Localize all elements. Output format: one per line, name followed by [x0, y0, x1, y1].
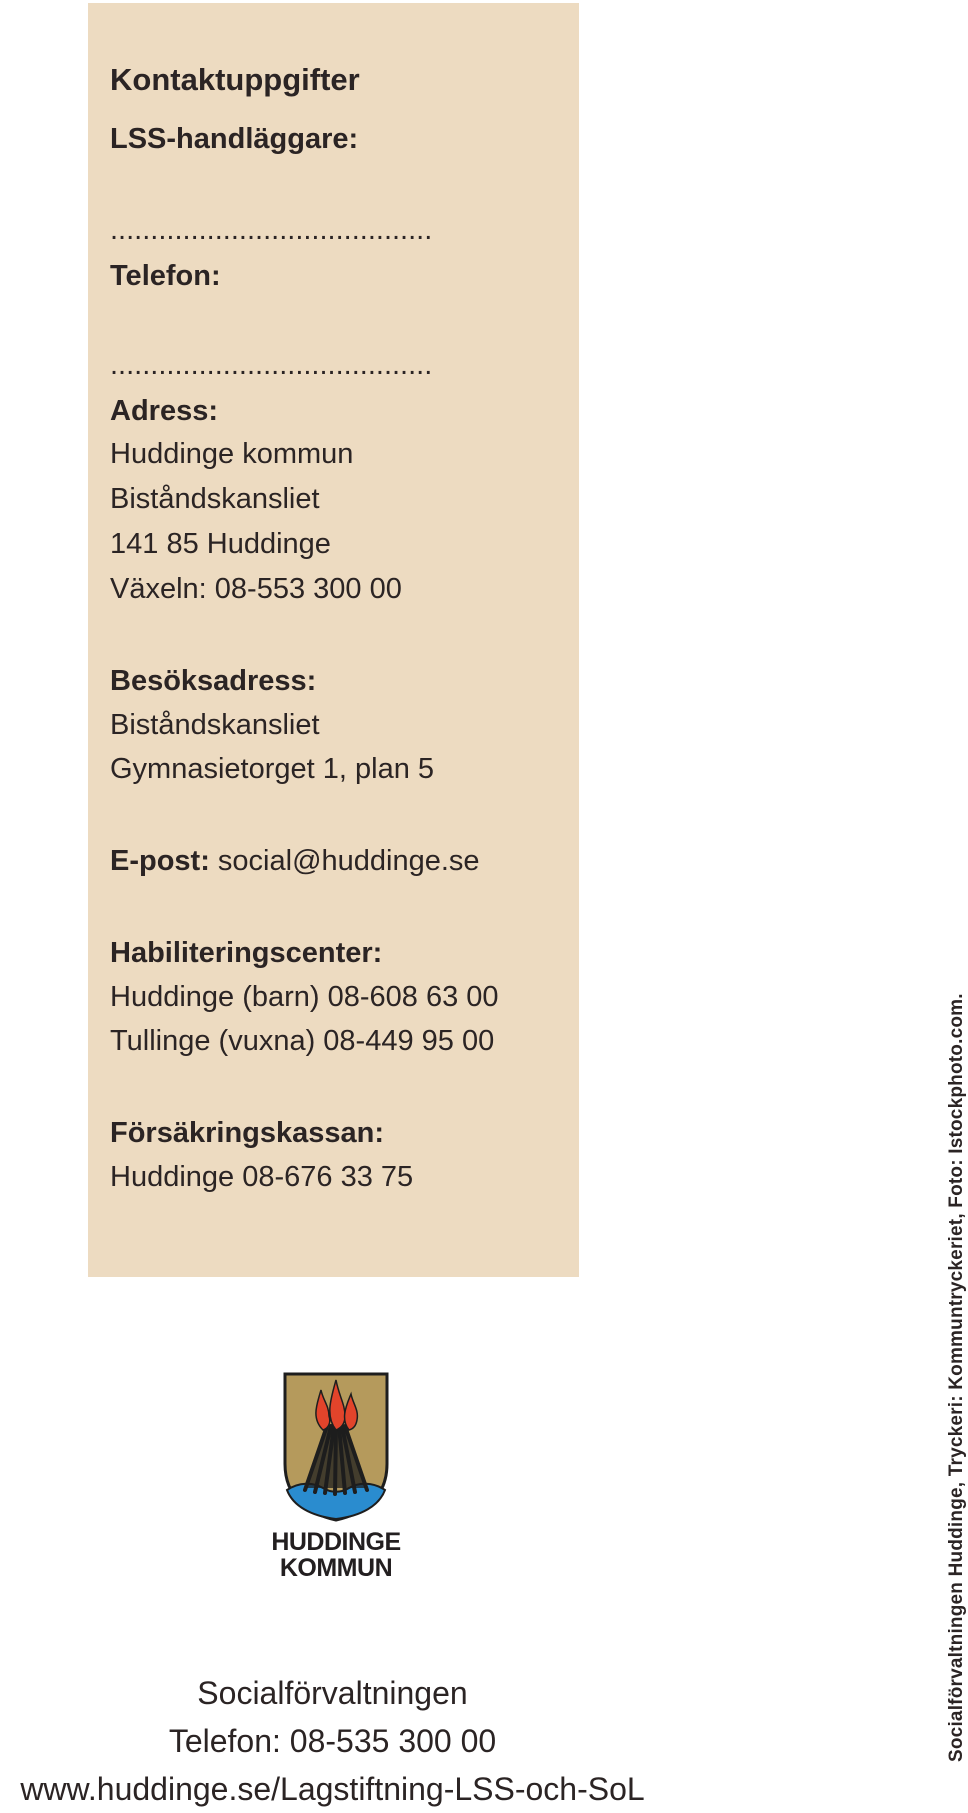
habilitation-line: Huddinge (barn) 08-608 63 00: [110, 981, 499, 1013]
insurance-label: Försäkringskassan:: [110, 1117, 385, 1149]
logo-text-line2: KOMMUN: [279, 1554, 393, 1582]
huddinge-crest-logo: [283, 1372, 389, 1522]
lss-label: LSS-handläggare:: [110, 123, 359, 155]
phone-fill-line: ........................................: [110, 349, 433, 381]
visit-address-line: Biståndskansliet: [110, 709, 320, 741]
address-line: 141 85 Huddinge: [110, 528, 331, 560]
habilitation-label: Habiliteringscenter:: [110, 937, 383, 969]
address-line: Biståndskansliet: [110, 483, 320, 515]
email-label: E-post:: [110, 845, 210, 877]
visit-address-label: Besöksadress:: [110, 665, 317, 697]
footer-website-link[interactable]: www.huddinge.se/Lagstiftning-LSS-och-SoL: [20, 1771, 645, 1807]
email-link[interactable]: social@huddinge.se: [209, 845, 480, 877]
footer-department: Socialförvaltningen: [197, 1675, 468, 1711]
email-row: [110, 843, 480, 879]
contact-heading: Kontaktuppgifter: [110, 62, 360, 97]
habilitation-line: Tullinge (vuxna) 08-449 95 00: [110, 1025, 495, 1057]
phone-label: Telefon:: [110, 260, 221, 292]
address-label: Adress:: [110, 395, 218, 427]
address-line: Huddinge kommun: [110, 438, 354, 470]
visit-address-line: Gymnasietorget 1, plan 5: [110, 753, 435, 785]
print-credit: Socialförvaltningen Huddinge, Tryckeri: Kommuntryckeriet, Foto: Istockphoto.com.: [946, 993, 967, 1762]
logo-text-line1: HUDDINGE: [271, 1528, 401, 1556]
insurance-line: Huddinge 08-676 33 75: [110, 1161, 414, 1193]
contact-panel: [88, 3, 579, 1277]
footer-phone: Telefon: 08-535 300 00: [168, 1723, 497, 1759]
switchboard-phone: Växeln: 08-553 300 00: [110, 573, 402, 605]
lss-fill-line: ........................................: [110, 214, 433, 246]
